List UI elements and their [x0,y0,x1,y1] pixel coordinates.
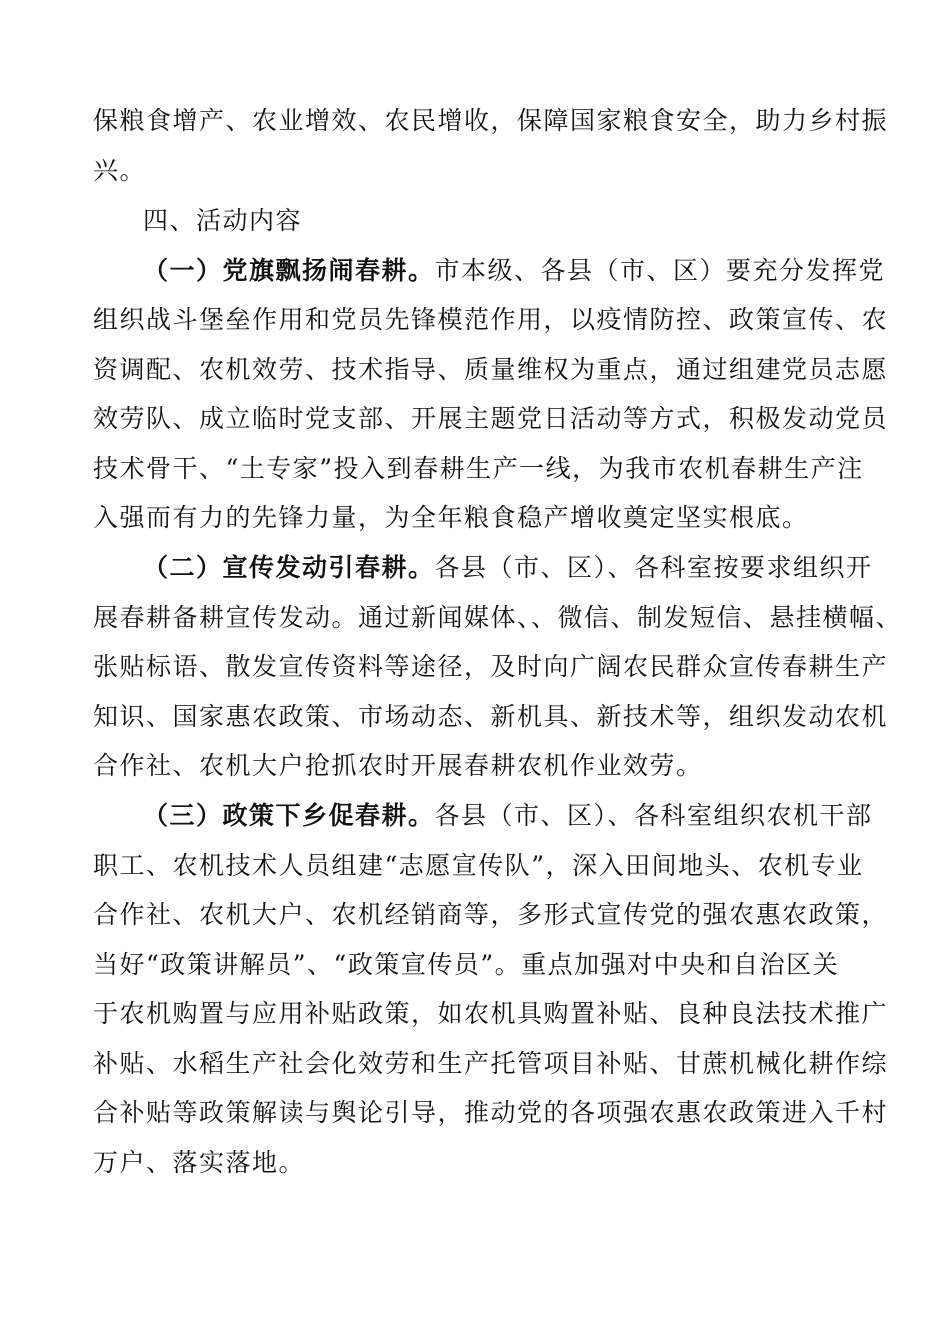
item3-line-4: 当好“政策讲解员”、“政策宣传员”。重点加强对中央和自治区关 [93,950,840,979]
item3-line-1 [143,801,873,831]
item1-line-6: 入强而有力的先锋力量，为全年粮食稳产增收奠定坚实根底。 [93,503,809,532]
item2-line-3: 张贴标语、散发宣传资料等途径，及时向广阔农民群众宣传春耕生产 [93,652,889,681]
item3-title: （三）政策下乡促春耕。 [143,801,435,830]
intro-line-1: 保粮食增产、农业增效、农民增收，保障国家粮食安全，助力乡村振 [93,106,889,135]
item3-line-7: 合补贴等政策解读与舆论引导，推动党的各项强农惠农政策进入千村 [93,1098,889,1127]
item1-line-3: 资调配、农机效劳、技术指导、质量维权为重点，通过组建党员志愿 [93,355,889,384]
item3-line-3: 合作社、农机大户、农机经销商等，多形式宣传党的强农惠农政策， [93,900,889,929]
item1-line-5: 技术骨干、“土专家”投入到春耕生产一线，为我市农机春耕生产注 [93,454,864,483]
item3-line-5: 于农机购置与应用补贴政策，如农机具购置补贴、良种良法技术推广 [93,999,889,1028]
item1-line-4: 效劳队、成立临时党支部、开展主题党日活动等方式，积极发动党员 [93,404,889,433]
item2-line-2: 展春耕备耕宣传发动。通过新闻媒体、、微信、制发短信、悬挂横幅、 [93,603,903,632]
item1-line-1 [143,256,885,286]
item3-line-6: 补贴、水稻生产社会化效劳和生产托管项目补贴、甘蔗机械化耕作综 [93,1049,889,1078]
item3-text-1: 各县（市、区）、各科室组织农机干部 [434,801,873,830]
item1-title: （一）党旗飘扬闹春耕。 [143,256,435,285]
item1-line-2: 组织战斗堡垒作用和党员先锋模范作用，以疫情防控、政策宣传、农 [93,305,889,334]
item2-line-1 [143,553,873,583]
item2-line-5: 合作社、农机大户抢抓农时开展春耕农机作业效劳。 [93,751,703,780]
item2-text-1: 各县（市、区）、各科室按要求组织开 [434,553,873,582]
item2-line-4: 知识、国家惠农政策、市场动态、新机具、新技术等，组织发动农机 [93,702,889,731]
intro-line-2: 兴。 [93,156,147,185]
item3-line-8: 万户、落实落地。 [93,1148,306,1177]
item3-line-2: 职工、农机技术人员组建“志愿宣传队”，深入田间地头、农机专业 [93,851,864,880]
item2-title: （二）宣传发动引春耕。 [143,553,435,582]
item1-text-1: 市本级、各县（市、区）要充分发挥党 [434,256,886,285]
section-heading: 四、活动内容 [143,206,303,235]
